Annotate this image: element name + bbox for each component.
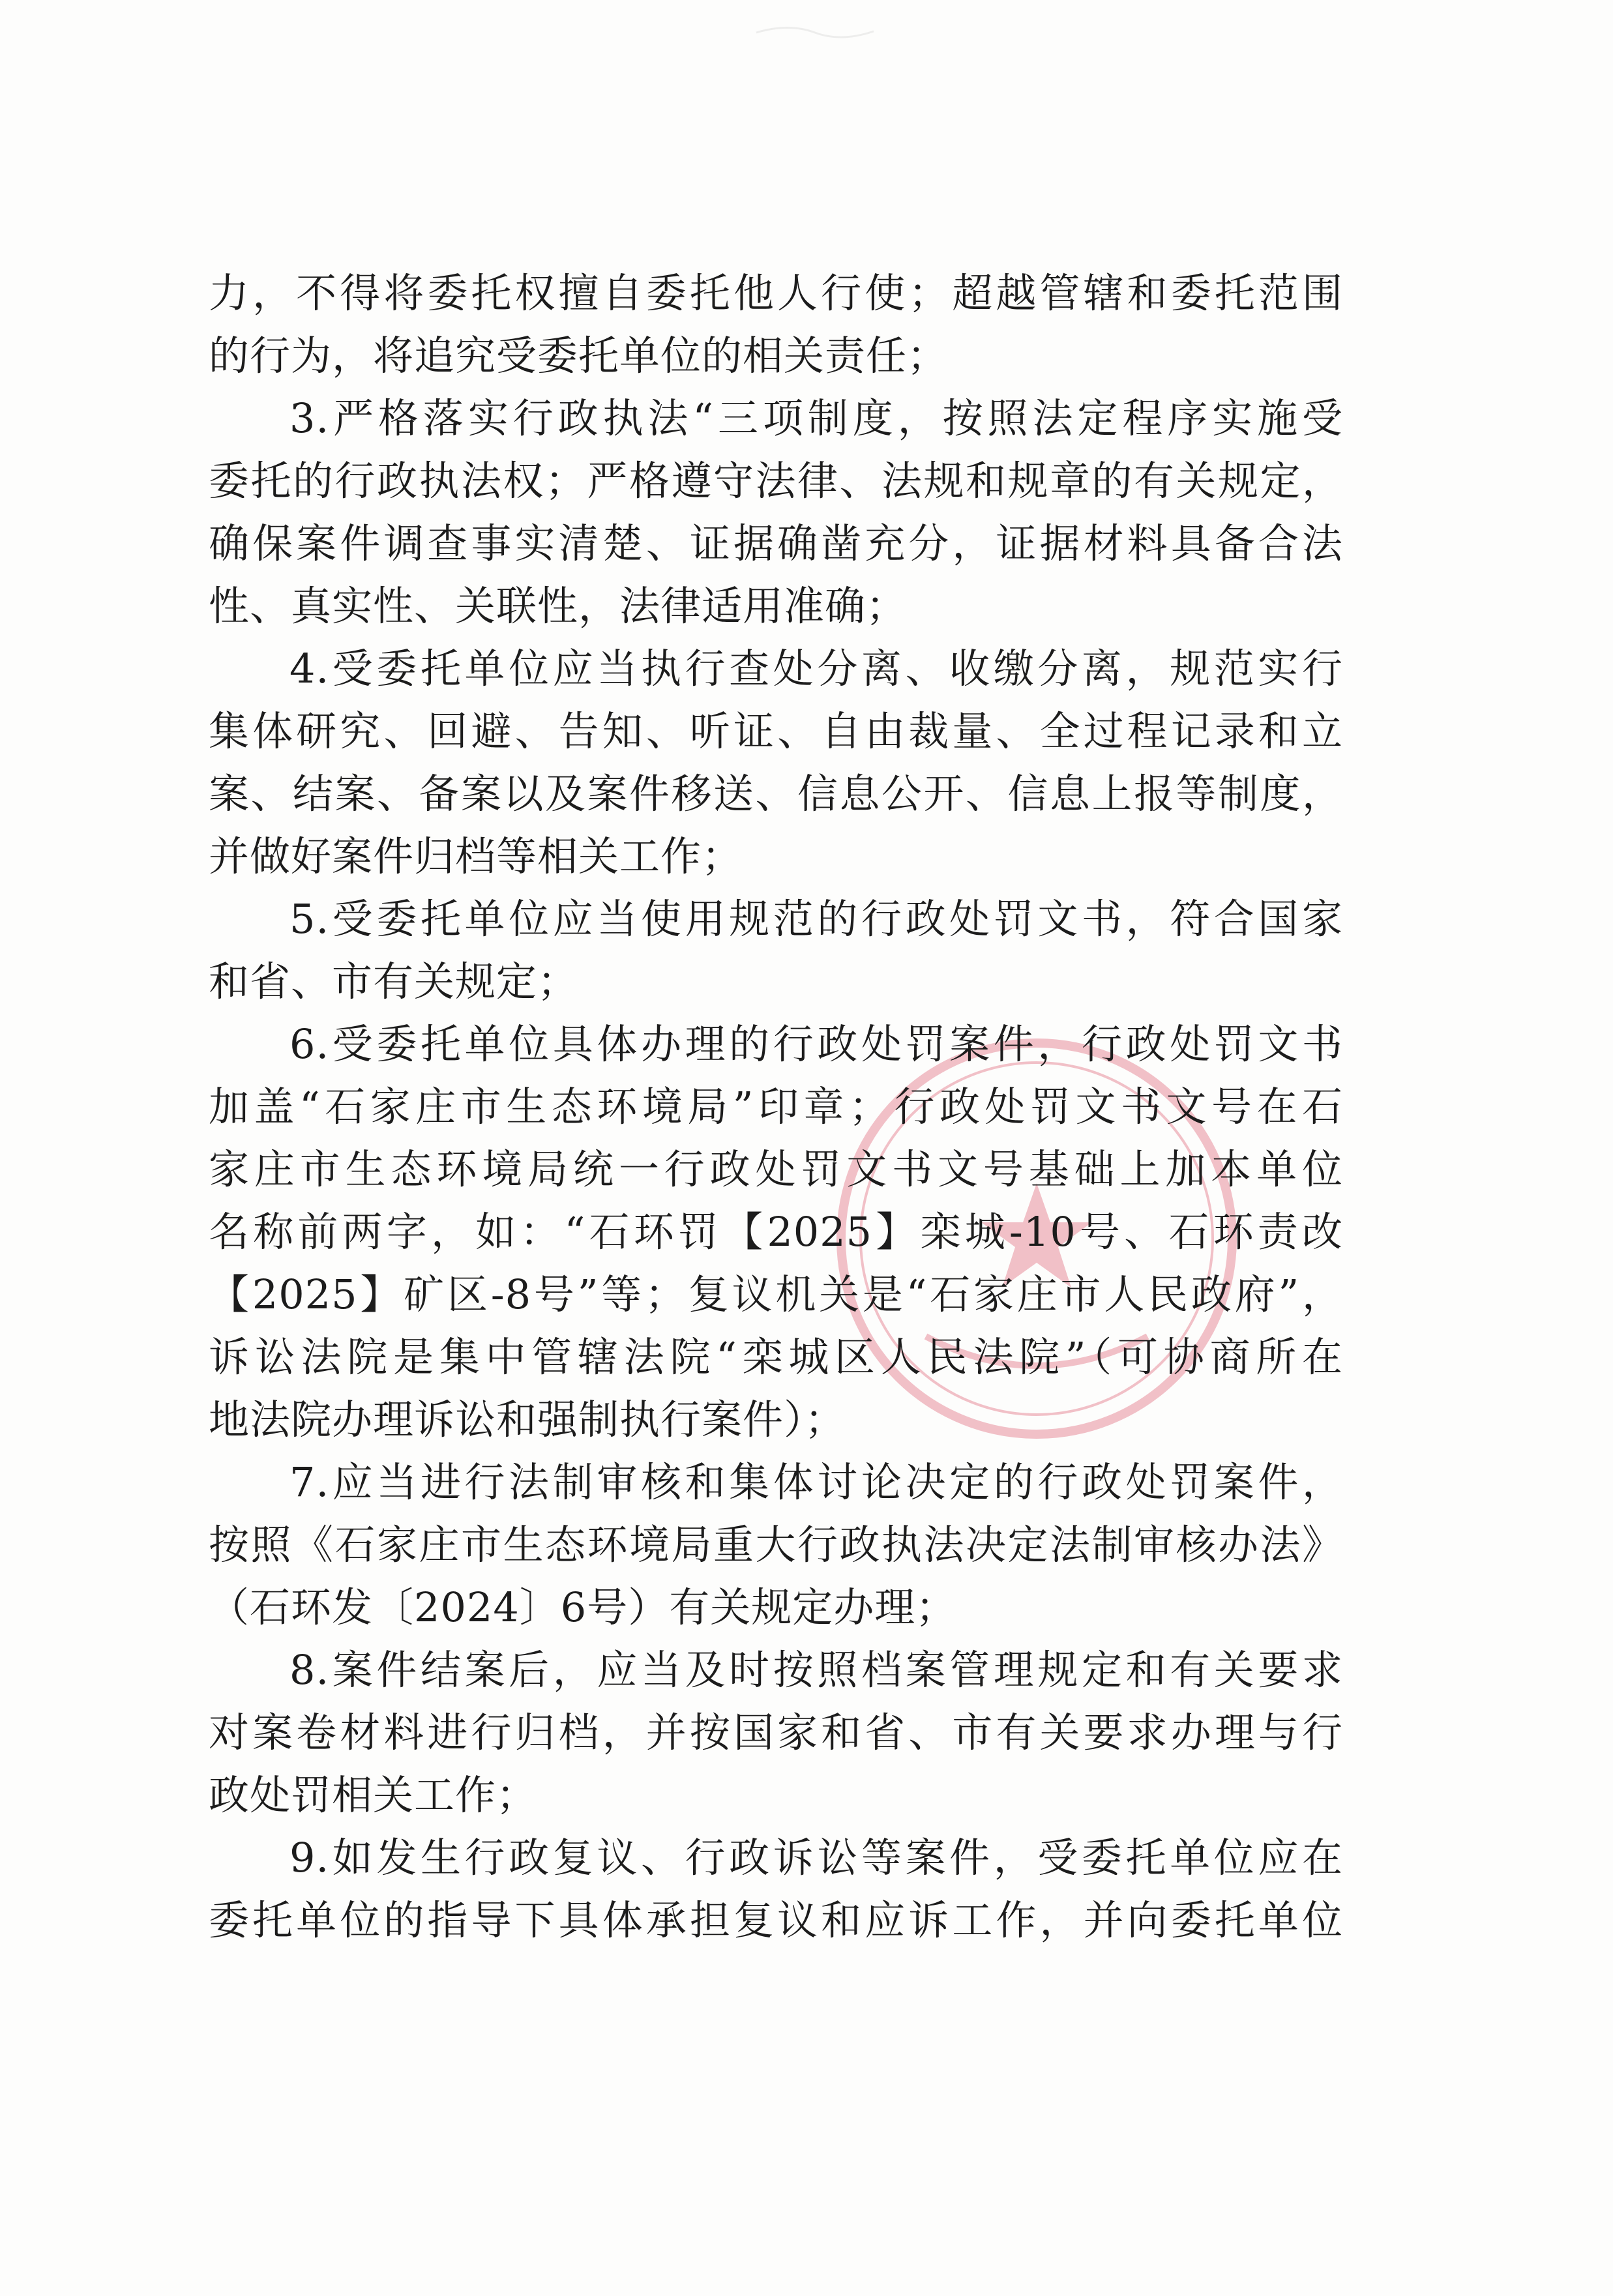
text-line: 地法院办理诉讼和强制执行案件）；: [209, 1396, 846, 1443]
text-line: 按照《石家庄市生态环境局重大行政执法决定法制审核办法》: [209, 1521, 1343, 1568]
text-line: 名称前两字，如：“石环罚【2025】栾城-10号、石环责改: [209, 1208, 1343, 1256]
text-line: 委托单位的指导下具体承担复议和应诉工作，并向委托单位: [209, 1896, 1343, 1944]
text-line: 的行为，将追究受委托单位的相关责任；: [209, 332, 949, 379]
text-line: 并做好案件归档等相关工作；: [209, 832, 743, 880]
text-line: 家庄市生态环境局统一行政处罚文书文号基础上加本单位: [209, 1145, 1343, 1193]
text-line: 5.受委托单位应当使用规范的行政处罚文书，符合国家: [289, 895, 1343, 943]
text-line: （石环发〔2024〕6号）有关规定办理；: [209, 1583, 957, 1631]
text-line: 诉讼法院是集中管辖法院“栾城区人民法院”（可协商所在: [209, 1333, 1343, 1381]
text-line: 对案卷材料进行归档，并按国家和省、市有关要求办理与行: [209, 1709, 1343, 1756]
text-line: 9.如发生行政复议、行政诉讼等案件，受委托单位应在: [289, 1834, 1343, 1881]
text-line: 6.受委托单位具体办理的行政处罚案件，行政处罚文书: [289, 1020, 1343, 1068]
text-line: 性、真实性、关联性，法律适用准确；: [209, 582, 908, 630]
text-line: 案、结案、备案以及案件移送、信息公开、信息上报等制度，: [209, 770, 1343, 817]
text-line: 政处罚相关工作；: [209, 1771, 538, 1819]
body-text: [209, 262, 1343, 1952]
text-line: 7.应当进行法制审核和集体讨论决定的行政处罚案件，: [289, 1458, 1343, 1506]
text-line: 【2025】矿区-8号”等；复议机关是“石家庄市人民政府”，: [209, 1271, 1343, 1318]
text-line: 集体研究、回避、告知、听证、自由裁量、全过程记录和立: [209, 707, 1343, 755]
text-line: 力，不得将委托权擅自委托他人行使；超越管辖和委托范围: [209, 269, 1343, 317]
text-line: 委托的行政执法权；严格遵守法律、法规和规章的有关规定，: [209, 457, 1343, 505]
text-line: 和省、市有关规定；: [209, 958, 579, 1005]
text-line: 加盖“石家庄市生态环境局”印章；行政处罚文书文号在石: [209, 1083, 1343, 1130]
text-line: 8.案件结案后，应当及时按照档案管理规定和有关要求: [289, 1646, 1343, 1694]
text-line: 确保案件调查事实清楚、证据确凿充分，证据材料具备合法: [209, 520, 1343, 567]
text-line: 3.严格落实行政执法“三项制度，按照法定程序实施受: [289, 394, 1343, 442]
scan-artifact: [750, 20, 880, 46]
text-line: 4.受委托单位应当执行查处分离、收缴分离，规范实行: [289, 645, 1343, 692]
